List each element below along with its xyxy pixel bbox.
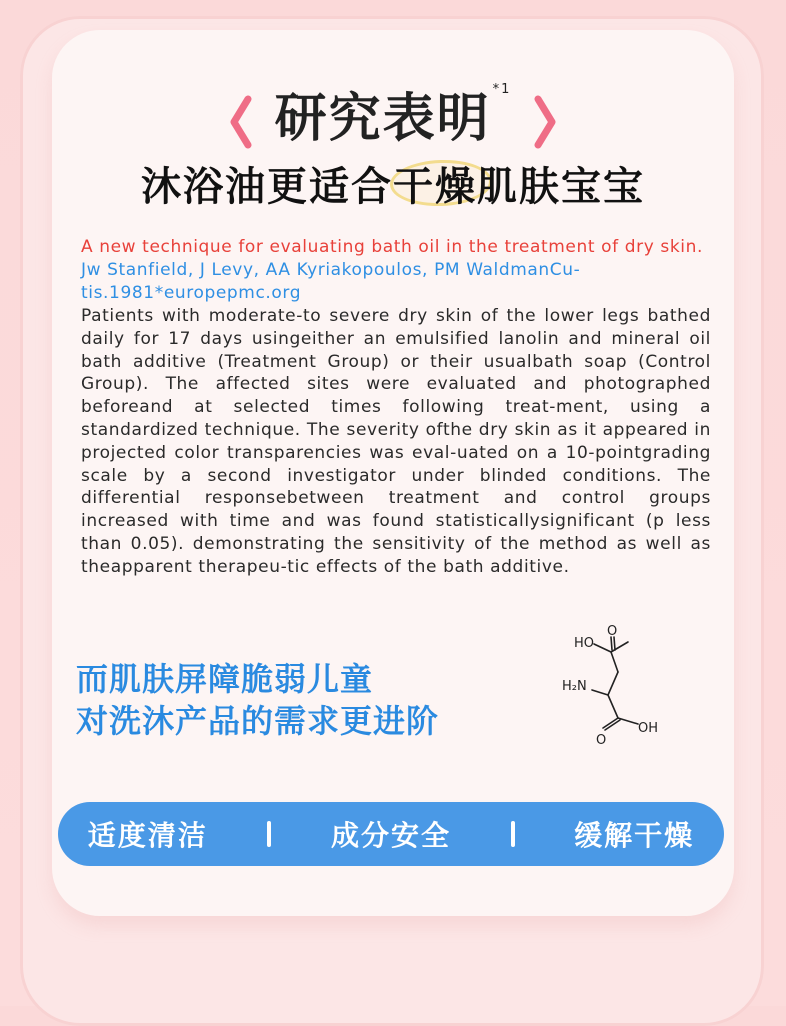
feature-divider (267, 821, 271, 847)
aspartic-acid-structure-icon (556, 620, 676, 750)
left-bracket-icon (226, 95, 254, 149)
footnote-marker: *1 (492, 82, 512, 97)
highlight-line-1: 而肌肤屏障脆弱儿童 (76, 660, 374, 698)
feature-safe-ingredients: 成分安全 (330, 819, 451, 852)
molecule-label-o1: O (607, 624, 618, 639)
right-bracket-icon (532, 95, 560, 149)
highlight-text (76, 658, 439, 742)
page-title: 研究表明 (274, 89, 491, 149)
feature-relieve-dryness: 缓解干燥 (574, 819, 695, 852)
molecule-label-nh2: H₂N (562, 679, 587, 694)
highlight-line-2: 对洗沐产品的需求更进阶 (76, 702, 440, 740)
paper-authors: Jw Stanfield, J Levy, AA Kyriakopoulos, PM WaldmanCu-tis.1981*europepmc.org (81, 260, 581, 303)
feature-divider (511, 821, 515, 847)
molecule-label-ho: HO (574, 636, 595, 651)
paper-title: A new technique for evaluating bath oil in the treatment of dry skin. (81, 237, 703, 257)
feature-gentle-cleansing: 适度清洁 (87, 819, 208, 852)
molecule-label-oh: OH (638, 721, 659, 736)
molecule-label-o2: O (596, 733, 607, 748)
title-row (0, 76, 786, 151)
paper-citation (81, 236, 711, 579)
page-subtitle: 沐浴油更适合干燥肌肤宝宝 (141, 164, 645, 210)
feature-bar (58, 802, 724, 866)
paper-abstract: Patients with moderate-to severe dry skin of the lower legs bathed daily for 17 days usingeither an emulsified lanolin and mineral oil bath additive (Treatment Group) or their usualbath soap (Control Group). The affected sites were evaluated and photographed beforeand at selected times following treat-ment, using a standardized technique. The severity ofthe dry skin as it appeared in projected color transparencies was eval-uated on a 10-pointgrading scale by a second investigator under blinded conditions. The differential responsebetween treatment and control groups increased with time and was found statisticallysignificant (p less than 0.05). demonstrating the sensitivity of the method as well as theapparent therapeu-tic effects of the bath additive. (81, 306, 711, 577)
